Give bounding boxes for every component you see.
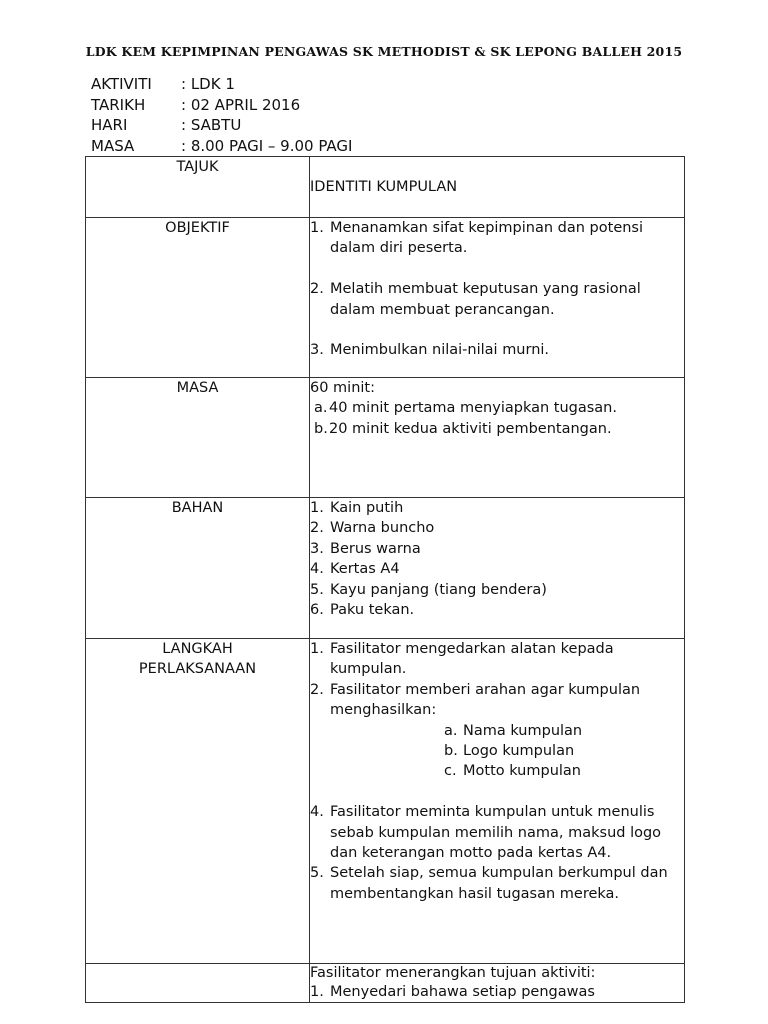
row-label: BAHAN [86,498,310,639]
list-item [310,802,684,863]
item-text: Fasilitator memberi arahan agar kumpulan menghasilkan: [330,681,641,719]
item-text: Menyedari bahawa setiap pengawas [330,984,595,1000]
document-title: LDK KEM KEPIMPINAN PENGAWAS SK METHODIST & SK LEPONG BALLEH 2015 [85,44,683,59]
item-text: Paku tekan. [330,602,415,619]
row-label-line: LANGKAH [162,641,233,657]
item-number: 6. [310,602,324,619]
row-label: MASA [86,378,310,498]
meta-value: : SABTU [181,116,242,134]
item-text: Kain putih [330,500,404,516]
row-label [86,964,310,1003]
list-item [310,559,684,579]
list-item [310,539,684,559]
item-number: a. [314,400,328,417]
meta-label: TARIKH [91,95,146,114]
row-label: OBJEKTIF [86,218,310,378]
meta-label: HARI [91,116,128,134]
row-content [310,639,685,964]
row-content [310,378,685,498]
meta-hari [91,115,352,136]
list-item [310,580,684,600]
item-number: 2. [310,681,324,698]
item-number: b. [314,420,328,437]
list-item [310,518,684,538]
item-number: c. [444,763,457,780]
item-number: 1. [310,641,324,657]
meta-masa [91,136,352,157]
item-number: 5. [310,581,324,598]
activity-meta [91,74,352,156]
item-number: 4. [310,561,324,578]
item-text: Melatih membuat keputusan yang rasional dalam membuat perancangan. [330,281,641,318]
item-number: 5. [310,865,324,882]
list-item [310,680,684,721]
list-item [310,600,684,620]
item-number: 4. [310,804,324,821]
row-label [86,639,310,964]
table-row-bahan [86,498,685,639]
item-text: Menimbulkan nilai-nilai murni. [330,342,550,359]
table-row-objektif [86,218,685,378]
row-label-line: PERLAKSANAAN [138,661,257,678]
list-item [310,279,684,320]
item-number: 1. [310,500,324,516]
item-text: Setelah siap, semua kumpulan berkumpul dan membentangkan hasil tugasan mereka. [330,865,668,902]
row-content [310,498,685,639]
item-text: Logo kumpulan [463,743,575,760]
list-item [310,983,684,1002]
item-number: 2. [310,520,324,537]
table-row-masa [86,378,685,498]
sub-list-item [310,721,684,741]
item-number: b. [444,743,458,760]
item-text: Warna buncho [330,520,435,537]
item-number: 2. [310,281,324,298]
list-item [310,398,684,418]
meta-label: AKTIVITI [91,75,152,93]
meta-tarikh [91,95,352,116]
masa-intro: 60 minit: [310,380,376,396]
list-item [310,340,684,360]
item-number: 3. [310,540,324,557]
row-intro: Fasilitator menerangkan tujuan aktiviti: [310,965,596,981]
table-row-last [86,964,685,1003]
list-item [310,498,684,518]
list-item [310,419,684,439]
item-text: Kayu panjang (tiang bendera) [330,581,547,598]
meta-value: : LDK 1 [181,75,235,93]
row-content: IDENTITI KUMPULAN [310,157,685,218]
meta-value: : 8.00 PAGI – 9.00 PAGI [181,136,353,155]
item-text: Fasilitator meminta kumpulan untuk menulis sebab kumpulan memilih nama, maksud logo dan keterangan motto pada kertas A4. [330,804,662,862]
list-item [310,639,684,680]
item-number: 1. [310,984,324,1000]
item-text: 40 minit pertama menyiapkan tugasan. [329,400,617,417]
table-row-tajuk [86,157,685,218]
item-number: 3. [310,342,324,359]
sub-list-item [310,761,684,781]
meta-value: : 02 APRIL 2016 [181,95,301,114]
list-item [310,863,684,904]
sub-list-item [310,741,684,761]
meta-aktiviti [91,74,352,95]
row-content [310,218,685,378]
row-label: TAJUK [86,157,310,218]
item-text: Menanamkan sifat kepimpinan dan potensi dalam diri peserta. [330,220,644,257]
activity-table [85,156,685,1003]
item-number: 1. [310,220,324,236]
item-text: Motto kumpulan [463,763,581,780]
list-item [310,218,684,259]
row-content [310,964,685,1003]
item-text: Berus warna [330,540,421,557]
meta-label: MASA [91,136,135,155]
table-row-langkah [86,639,685,964]
item-text: Fasilitator mengedarkan alatan kepada kumpulan. [330,641,614,678]
item-text: Nama kumpulan [463,722,583,739]
item-number: a. [444,722,458,739]
item-text: 20 minit kedua aktiviti pembentangan. [329,420,612,437]
item-text: Kertas A4 [330,561,400,578]
